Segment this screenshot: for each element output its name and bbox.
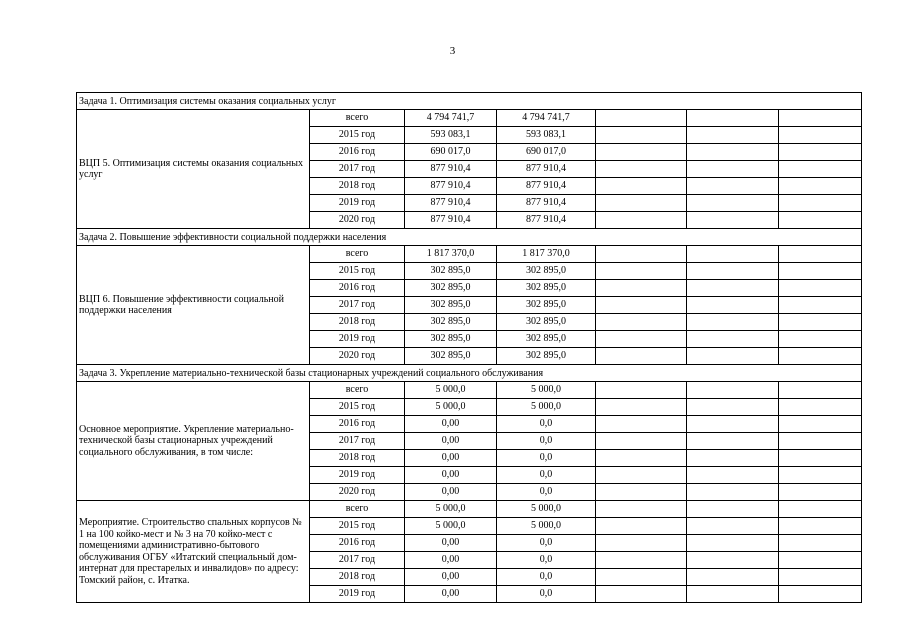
empty-cell: [596, 399, 687, 416]
amount-source: 877 910,4: [497, 212, 596, 229]
empty-cell: [779, 195, 862, 212]
empty-cell: [779, 586, 862, 603]
empty-cell: [596, 518, 687, 535]
amount-source: 877 910,4: [497, 161, 596, 178]
empty-cell: [779, 127, 862, 144]
amount-source: 302 895,0: [497, 297, 596, 314]
empty-cell: [779, 467, 862, 484]
empty-cell: [596, 127, 687, 144]
empty-cell: [779, 314, 862, 331]
period-label: 2018 год: [310, 178, 405, 195]
amount-total: 302 895,0: [405, 280, 497, 297]
activity-name: Мероприятие. Строительство спальных корпусов № 1 на 100 койко-мест и № 3 на 70 койко-мест с помещениями административно-бытового обслуживания ОГБУ «Итатский специальный дом-интернат для престарелых и инвалидов» по адресу: Томский район, с. Итатка.: [77, 501, 310, 603]
amount-source: 0,0: [497, 552, 596, 569]
amount-source: 0,0: [497, 569, 596, 586]
empty-cell: [596, 331, 687, 348]
empty-cell: [779, 416, 862, 433]
empty-cell: [779, 263, 862, 280]
period-label: 2019 год: [310, 467, 405, 484]
amount-total: 5 000,0: [405, 399, 497, 416]
period-label: 2017 год: [310, 433, 405, 450]
empty-cell: [687, 382, 779, 399]
empty-cell: [779, 212, 862, 229]
activity-name: ВЦП 6. Повышение эффективности социальной поддержки населения: [77, 246, 310, 365]
amount-total: 0,00: [405, 467, 497, 484]
empty-cell: [687, 314, 779, 331]
empty-cell: [596, 161, 687, 178]
empty-cell: [687, 144, 779, 161]
amount-source: 593 083,1: [497, 127, 596, 144]
empty-cell: [779, 518, 862, 535]
period-label: всего: [310, 382, 405, 399]
period-label: 2018 год: [310, 569, 405, 586]
empty-cell: [596, 263, 687, 280]
empty-cell: [687, 246, 779, 263]
amount-source: 5 000,0: [497, 399, 596, 416]
amount-total: 302 895,0: [405, 297, 497, 314]
amount-total: 5 000,0: [405, 501, 497, 518]
empty-cell: [779, 535, 862, 552]
amount-total: 877 910,4: [405, 212, 497, 229]
empty-cell: [687, 416, 779, 433]
amount-total: 1 817 370,0: [405, 246, 497, 263]
period-label: 2015 год: [310, 518, 405, 535]
amount-source: 0,0: [497, 535, 596, 552]
empty-cell: [596, 552, 687, 569]
period-label: 2018 год: [310, 314, 405, 331]
empty-cell: [779, 110, 862, 127]
amount-total: 877 910,4: [405, 195, 497, 212]
empty-cell: [596, 348, 687, 365]
empty-cell: [596, 178, 687, 195]
amount-source: 877 910,4: [497, 195, 596, 212]
empty-cell: [779, 246, 862, 263]
empty-cell: [596, 246, 687, 263]
empty-cell: [779, 297, 862, 314]
empty-cell: [687, 161, 779, 178]
amount-total: 5 000,0: [405, 518, 497, 535]
empty-cell: [596, 297, 687, 314]
period-label: 2016 год: [310, 280, 405, 297]
empty-cell: [596, 382, 687, 399]
period-label: 2016 год: [310, 144, 405, 161]
task-title: Задача 3. Укрепление материально-технической базы стационарных учреждений социального обслуживания: [77, 365, 862, 382]
empty-cell: [687, 178, 779, 195]
empty-cell: [687, 348, 779, 365]
amount-total: 5 000,0: [405, 382, 497, 399]
amount-source: 5 000,0: [497, 518, 596, 535]
empty-cell: [687, 433, 779, 450]
amount-source: 0,0: [497, 586, 596, 603]
amount-source: 690 017,0: [497, 144, 596, 161]
task-title: Задача 1. Оптимизация системы оказания социальных услуг: [77, 93, 862, 110]
empty-cell: [687, 450, 779, 467]
period-label: 2018 год: [310, 450, 405, 467]
empty-cell: [596, 280, 687, 297]
amount-source: 5 000,0: [497, 382, 596, 399]
empty-cell: [687, 110, 779, 127]
empty-cell: [596, 535, 687, 552]
empty-cell: [596, 501, 687, 518]
empty-cell: [596, 195, 687, 212]
empty-cell: [687, 586, 779, 603]
empty-cell: [687, 331, 779, 348]
empty-cell: [687, 518, 779, 535]
amount-total: 0,00: [405, 450, 497, 467]
empty-cell: [687, 467, 779, 484]
period-label: 2017 год: [310, 552, 405, 569]
empty-cell: [596, 144, 687, 161]
period-label: 2017 год: [310, 161, 405, 178]
empty-cell: [596, 569, 687, 586]
empty-cell: [596, 212, 687, 229]
empty-cell: [596, 416, 687, 433]
amount-total: 877 910,4: [405, 161, 497, 178]
period-label: 2020 год: [310, 484, 405, 501]
amount-source: 5 000,0: [497, 501, 596, 518]
amount-source: 302 895,0: [497, 314, 596, 331]
empty-cell: [779, 501, 862, 518]
table-row: [77, 246, 862, 263]
amount-source: 0,0: [497, 484, 596, 501]
task-row: [77, 229, 862, 246]
empty-cell: [687, 212, 779, 229]
period-label: 2019 год: [310, 195, 405, 212]
amount-total: 0,00: [405, 535, 497, 552]
amount-source: 1 817 370,0: [497, 246, 596, 263]
amount-source: 877 910,4: [497, 178, 596, 195]
period-label: 2015 год: [310, 399, 405, 416]
amount-source: 302 895,0: [497, 348, 596, 365]
budget-table: [76, 92, 862, 603]
empty-cell: [687, 552, 779, 569]
empty-cell: [687, 297, 779, 314]
empty-cell: [779, 161, 862, 178]
empty-cell: [687, 195, 779, 212]
empty-cell: [779, 450, 862, 467]
empty-cell: [596, 467, 687, 484]
amount-total: 0,00: [405, 586, 497, 603]
amount-total: 0,00: [405, 484, 497, 501]
empty-cell: [687, 280, 779, 297]
table-row: [77, 501, 862, 518]
empty-cell: [596, 433, 687, 450]
page-number: 3: [449, 45, 456, 57]
empty-cell: [779, 144, 862, 161]
empty-cell: [596, 484, 687, 501]
amount-source: 0,0: [497, 450, 596, 467]
table-row: [77, 382, 862, 399]
period-label: всего: [310, 501, 405, 518]
table-body: [77, 93, 862, 603]
amount-total: 877 910,4: [405, 178, 497, 195]
empty-cell: [687, 127, 779, 144]
empty-cell: [779, 433, 862, 450]
amount-source: 302 895,0: [497, 280, 596, 297]
empty-cell: [779, 331, 862, 348]
empty-cell: [687, 501, 779, 518]
empty-cell: [779, 280, 862, 297]
empty-cell: [596, 450, 687, 467]
empty-cell: [687, 569, 779, 586]
amount-total: 593 083,1: [405, 127, 497, 144]
amount-total: 302 895,0: [405, 331, 497, 348]
empty-cell: [779, 382, 862, 399]
period-label: 2016 год: [310, 416, 405, 433]
empty-cell: [596, 586, 687, 603]
empty-cell: [779, 552, 862, 569]
empty-cell: [779, 399, 862, 416]
empty-cell: [596, 110, 687, 127]
amount-total: 0,00: [405, 433, 497, 450]
period-label: 2020 год: [310, 212, 405, 229]
empty-cell: [687, 535, 779, 552]
period-label: всего: [310, 246, 405, 263]
task-row: [77, 93, 862, 110]
amount-source: 4 794 741,7: [497, 110, 596, 127]
amount-total: 0,00: [405, 552, 497, 569]
activity-name: Основное мероприятие. Укрепление материально-технической базы стационарных учреждений социального обслуживания, в том числе:: [77, 382, 310, 501]
empty-cell: [596, 314, 687, 331]
empty-cell: [687, 399, 779, 416]
task-title: Задача 2. Повышение эффективности социальной поддержки населения: [77, 229, 862, 246]
empty-cell: [687, 484, 779, 501]
period-label: 2015 год: [310, 263, 405, 280]
period-label: всего: [310, 110, 405, 127]
amount-total: 0,00: [405, 416, 497, 433]
period-label: 2020 год: [310, 348, 405, 365]
amount-total: 4 794 741,7: [405, 110, 497, 127]
period-label: 2019 год: [310, 586, 405, 603]
task-row: [77, 365, 862, 382]
amount-source: 0,0: [497, 467, 596, 484]
period-label: 2019 год: [310, 331, 405, 348]
amount-total: 0,00: [405, 569, 497, 586]
amount-total: 302 895,0: [405, 348, 497, 365]
table-row: [77, 110, 862, 127]
amount-source: 0,0: [497, 433, 596, 450]
amount-source: 0,0: [497, 416, 596, 433]
empty-cell: [779, 178, 862, 195]
period-label: 2015 год: [310, 127, 405, 144]
amount-total: 302 895,0: [405, 314, 497, 331]
empty-cell: [779, 569, 862, 586]
empty-cell: [779, 348, 862, 365]
amount-total: 690 017,0: [405, 144, 497, 161]
amount-source: 302 895,0: [497, 263, 596, 280]
amount-source: 302 895,0: [497, 331, 596, 348]
period-label: 2016 год: [310, 535, 405, 552]
empty-cell: [687, 263, 779, 280]
empty-cell: [779, 484, 862, 501]
amount-total: 302 895,0: [405, 263, 497, 280]
period-label: 2017 год: [310, 297, 405, 314]
activity-name: ВЦП 5. Оптимизация системы оказания социальных услуг: [77, 110, 310, 229]
